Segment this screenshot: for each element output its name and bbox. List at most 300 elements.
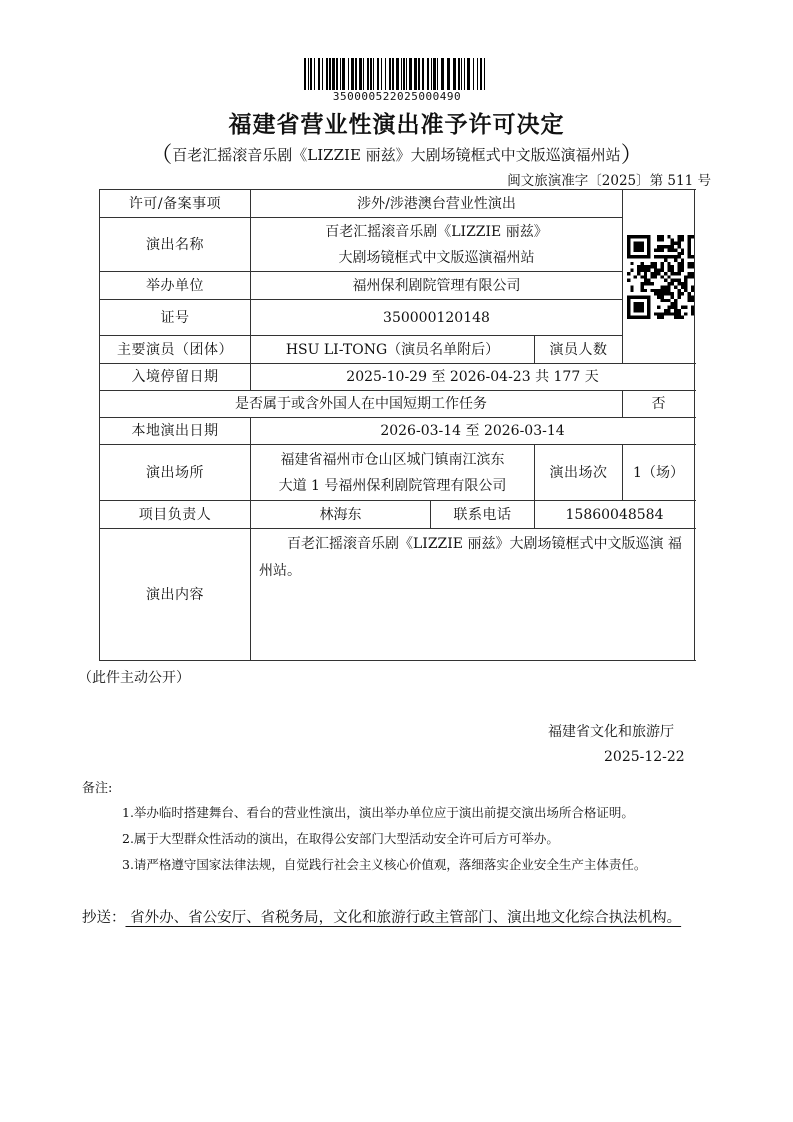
qr-module (667, 308, 670, 311)
qr-module (627, 308, 630, 311)
qr-module (627, 278, 630, 281)
qr-module (687, 275, 690, 278)
document-number: 闽文旅演准字〔2025〕第 511 号 (507, 173, 711, 189)
qr-module (640, 282, 643, 285)
qr-module (647, 315, 650, 318)
qr-module (681, 292, 684, 295)
qr-module (677, 308, 680, 311)
qr-module (674, 278, 677, 281)
qr-module (647, 268, 650, 271)
qr-module (667, 298, 670, 301)
qr-module (671, 312, 674, 315)
qr-module (640, 245, 643, 248)
qr-module (681, 238, 684, 241)
qr-module (674, 255, 677, 258)
qr-module (637, 248, 640, 251)
barcode-bar (418, 58, 420, 90)
qr-module (671, 265, 674, 268)
qr-module (634, 302, 637, 305)
sessions-label: 演出场次 (535, 445, 623, 501)
qr-module (687, 271, 690, 274)
qr-module (637, 308, 640, 311)
barcode-bar (484, 58, 485, 90)
barcode-bar (447, 58, 450, 90)
qr-module (671, 295, 674, 298)
barcode-number: 350000522025000490 (332, 90, 462, 103)
qr-module (640, 308, 643, 311)
qr-module (667, 305, 670, 308)
qr-module (644, 255, 647, 258)
qr-module (647, 308, 650, 311)
qr-module (647, 251, 650, 254)
qr-module (691, 305, 694, 308)
qr-module (661, 288, 664, 291)
qr-module (627, 271, 630, 274)
organizer-label: 举办单位 (100, 272, 251, 300)
qr-module (647, 312, 650, 315)
qr-module (687, 235, 690, 238)
qr-module (654, 312, 657, 315)
qr-module (677, 295, 680, 298)
qr-module (664, 255, 667, 258)
qr-module (630, 295, 633, 298)
performer-label: 主要演员（团体） (100, 336, 251, 364)
barcode-bar (304, 58, 306, 90)
qr-module (644, 288, 647, 291)
barcode-bar (467, 58, 470, 90)
qr-module (630, 268, 633, 271)
barcode-bar (363, 58, 364, 90)
qr-module (637, 315, 640, 318)
qr-module (644, 268, 647, 271)
barcode-bar (351, 58, 354, 90)
manager-label: 项目负责人 (100, 501, 251, 529)
qr-code (627, 235, 695, 319)
barcode-bar (427, 58, 429, 90)
issue-date: 2025-12-22 (604, 749, 685, 765)
qr-module (627, 305, 630, 308)
cert-value: 350000120148 (251, 300, 623, 336)
qr-module (667, 245, 670, 248)
qr-module (640, 248, 643, 251)
qr-module (681, 261, 684, 264)
qr-module (640, 261, 643, 264)
qr-module (657, 315, 660, 318)
barcode-bar (381, 58, 382, 90)
barcode-bar (359, 58, 362, 90)
content-value (251, 529, 695, 661)
permit-table (99, 189, 695, 661)
qr-module (661, 292, 664, 295)
barcode-bar (322, 58, 323, 90)
qr-module (661, 275, 664, 278)
sessions-value: 1（场） (623, 445, 695, 501)
qr-module (691, 265, 694, 268)
barcode-bar (480, 58, 482, 90)
qr-module (634, 241, 637, 244)
qr-module (661, 295, 664, 298)
venue-value (251, 445, 535, 501)
qr-module (691, 275, 694, 278)
barcode-bar (401, 58, 402, 90)
qr-module (654, 255, 657, 258)
barcode-bar (414, 58, 417, 90)
qr-module (681, 268, 684, 271)
cc-block (82, 906, 716, 930)
barcode-bar (332, 58, 335, 90)
barcode-bar (326, 58, 328, 90)
qr-module (687, 238, 690, 241)
qr-module (647, 255, 650, 258)
document-subtitle (0, 138, 793, 169)
barcode-bar (329, 58, 331, 90)
qr-module (647, 241, 650, 244)
qr-module (627, 295, 630, 298)
qr-module (661, 315, 664, 318)
qr-module (644, 275, 647, 278)
performer-value: HSU LI-TONG（演员名单附后） (251, 336, 535, 364)
qr-module (651, 265, 654, 268)
license-item-value: 涉外/涉港澳台营业性演出 (251, 190, 623, 218)
subtitle-text: 百老汇摇滚音乐剧《LIZZIE 丽兹》大剧场镜框式中文版巡演福州站 (172, 146, 621, 164)
qr-module (677, 261, 680, 264)
qr-module (637, 268, 640, 271)
barcode-bar (437, 58, 438, 90)
barcode-bar (342, 58, 345, 90)
qr-module (627, 238, 630, 241)
qr-module (640, 255, 643, 258)
qr-module (681, 248, 684, 251)
qr-module (661, 265, 664, 268)
qr-module (640, 268, 643, 271)
qr-module (674, 305, 677, 308)
qr-module (671, 305, 674, 308)
qr-module (647, 298, 650, 301)
qr-module (677, 255, 680, 258)
barcode-bar (377, 58, 379, 90)
foreign-work-value: 否 (623, 391, 695, 418)
qr-module (647, 305, 650, 308)
barcode-bar (403, 58, 405, 90)
qr-module (640, 305, 643, 308)
qr-module (667, 268, 670, 271)
qr-module (681, 265, 684, 268)
qr-module (657, 245, 660, 248)
qr-module (634, 248, 637, 251)
qr-module (687, 298, 690, 301)
qr-module (644, 265, 647, 268)
qr-module (674, 248, 677, 251)
qr-module (677, 251, 680, 254)
qr-module (677, 271, 680, 274)
qr-module (687, 255, 690, 258)
local-date-value: 2026-03-14 至 2026-03-14 (251, 418, 695, 445)
barcode-bar (461, 58, 462, 90)
subtitle-open-paren: （ (150, 143, 173, 168)
qr-module (634, 255, 637, 258)
barcode-bar (392, 58, 394, 90)
qr-module (691, 255, 694, 258)
qr-module (681, 258, 684, 261)
qr-module (630, 285, 633, 288)
cc-label: 抄送： (82, 910, 126, 926)
qr-module (671, 282, 674, 285)
qr-module (677, 235, 680, 238)
qr-module (627, 255, 630, 258)
qr-module (651, 271, 654, 274)
qr-module (654, 248, 657, 251)
qr-code-cell (623, 190, 695, 364)
qr-module (664, 245, 667, 248)
qr-module (684, 288, 687, 291)
qr-module (630, 235, 633, 238)
qr-module (654, 261, 657, 264)
qr-module (657, 268, 660, 271)
qr-module (654, 265, 657, 268)
qr-module (627, 241, 630, 244)
qr-module (661, 248, 664, 251)
qr-module (667, 265, 670, 268)
qr-module (627, 235, 630, 238)
qr-module (671, 248, 674, 251)
qr-module (671, 271, 674, 274)
qr-module (667, 292, 670, 295)
qr-module (664, 298, 667, 301)
barcode-bar (477, 58, 478, 90)
qr-module (640, 285, 643, 288)
qr-module (671, 278, 674, 281)
qr-module (687, 245, 690, 248)
qr-module (691, 261, 694, 264)
qr-module (634, 308, 637, 311)
barcode-bar (314, 58, 315, 90)
note-item: 1.举办临时搭建舞台、看台的营业性演出，演出举办单位应于演出前提交演出场所合格证明。 (122, 805, 634, 820)
qr-module (667, 285, 670, 288)
qr-module (654, 275, 657, 278)
qr-module (634, 315, 637, 318)
qr-module (664, 308, 667, 311)
issuer: 福建省文化和旅游厅 (548, 724, 674, 740)
barcode-bar (336, 58, 338, 90)
qr-module (634, 235, 637, 238)
qr-module (640, 288, 643, 291)
qr-module (657, 292, 660, 295)
qr-module (661, 261, 664, 264)
qr-module (637, 245, 640, 248)
barcode-bar (310, 58, 312, 90)
qr-module (657, 312, 660, 315)
qr-module (691, 285, 694, 288)
qr-module (644, 315, 647, 318)
qr-module (637, 271, 640, 274)
barcode-bar (409, 58, 412, 90)
qr-module (674, 312, 677, 315)
qr-module (640, 275, 643, 278)
qr-module (647, 245, 650, 248)
qr-module (634, 295, 637, 298)
qr-module (691, 312, 694, 315)
qr-module (627, 248, 630, 251)
barcode-bar (464, 58, 465, 90)
qr-module (667, 282, 670, 285)
qr-module (637, 265, 640, 268)
qr-module (637, 295, 640, 298)
qr-module (677, 315, 680, 318)
qr-module (681, 315, 684, 318)
qr-module (637, 235, 640, 238)
venue-line2: 大道 1 号福州保利剧院管理有限公司 (278, 477, 507, 494)
stay-label: 入境停留日期 (100, 364, 251, 391)
qr-module (667, 275, 670, 278)
qr-module (657, 255, 660, 258)
qr-module (684, 305, 687, 308)
qr-module (691, 288, 694, 291)
qr-module (640, 302, 643, 305)
qr-module (687, 292, 690, 295)
barcode (304, 58, 490, 90)
qr-module (657, 235, 660, 238)
qr-module (674, 285, 677, 288)
qr-module (627, 245, 630, 248)
qr-module (640, 265, 643, 268)
local-date-label: 本地演出日期 (100, 418, 251, 445)
venue-line1: 福建省福州市仓山区城门镇南江滨东 (280, 451, 505, 468)
qr-module (647, 238, 650, 241)
qr-module (644, 295, 647, 298)
license-item-label: 许可/备案事项 (100, 190, 251, 218)
qr-module (677, 288, 680, 291)
barcode-bar (340, 58, 341, 90)
qr-module (640, 235, 643, 238)
document-title: 福建省营业性演出准予许可决定 (228, 112, 565, 138)
qr-module (640, 315, 643, 318)
qr-module (671, 241, 674, 244)
show-name-line2: 大剧场镜框式中文版巡演福州站 (338, 249, 535, 266)
qr-module (681, 251, 684, 254)
qr-module (677, 282, 680, 285)
content-text: 百老汇摇滚音乐剧《LIZZIE 丽兹》大剧场镜框式中文版巡演 福州站。 (259, 536, 682, 579)
subtitle-close-paren: ） (620, 143, 643, 168)
qr-module (677, 241, 680, 244)
qr-module (644, 271, 647, 274)
qr-module (657, 295, 660, 298)
qr-module (647, 282, 650, 285)
qr-module (644, 235, 647, 238)
qr-module (667, 255, 670, 258)
barcode-bar (348, 58, 349, 90)
qr-module (630, 261, 633, 264)
barcode-bar (473, 58, 474, 90)
qr-module (671, 238, 674, 241)
qr-module (674, 241, 677, 244)
stay-value: 2025-10-29 至 2026-04-23 共 177 天 (251, 364, 695, 391)
qr-module (637, 241, 640, 244)
qr-module (674, 302, 677, 305)
qr-module (651, 275, 654, 278)
qr-module (687, 295, 690, 298)
show-name-value (251, 218, 623, 272)
qr-module (677, 245, 680, 248)
qr-module (654, 268, 657, 271)
show-name-line1: 百老汇摇滚音乐剧《LIZZIE 丽兹》 (325, 223, 548, 240)
qr-module (627, 312, 630, 315)
barcode-bar (458, 58, 460, 90)
phone-label: 联系电话 (431, 501, 535, 529)
qr-module (630, 315, 633, 318)
qr-module (657, 238, 660, 241)
qr-module (647, 248, 650, 251)
manager-value: 林海东 (251, 501, 431, 529)
qr-module (674, 271, 677, 274)
qr-module (661, 285, 664, 288)
notes-title: 备注: (82, 781, 113, 796)
qr-module (671, 292, 674, 295)
qr-module (640, 241, 643, 244)
barcode-bar (308, 58, 309, 90)
qr-module (671, 268, 674, 271)
phone-value: 15860048584 (535, 501, 695, 529)
public-note: （此件主动公开） (78, 670, 190, 686)
qr-module (681, 305, 684, 308)
qr-module (677, 292, 680, 295)
qr-module (647, 302, 650, 305)
qr-module (674, 298, 677, 301)
qr-module (661, 255, 664, 258)
barcode-bar (355, 58, 357, 90)
qr-module (677, 278, 680, 281)
qr-module (657, 305, 660, 308)
barcode-bar (406, 58, 407, 90)
qr-module (661, 298, 664, 301)
barcode-bar (431, 58, 432, 90)
qr-module (630, 288, 633, 291)
qr-module (627, 251, 630, 254)
barcode-bar (318, 58, 320, 90)
qr-module (640, 295, 643, 298)
qr-module (664, 312, 667, 315)
qr-module (657, 271, 660, 274)
qr-module (654, 288, 657, 291)
qr-module (664, 278, 667, 281)
qr-module (637, 302, 640, 305)
foreign-work-label: 是否属于或含外国人在中国短期工作任务 (100, 391, 623, 418)
qr-module (647, 295, 650, 298)
barcode-bar (433, 58, 436, 90)
barcode-bar (370, 58, 372, 90)
qr-module (674, 315, 677, 318)
qr-module (684, 278, 687, 281)
barcode-bar (453, 58, 456, 90)
qr-module (647, 235, 650, 238)
qr-module (661, 238, 664, 241)
qr-module (687, 248, 690, 251)
qr-module (684, 285, 687, 288)
qr-module (664, 271, 667, 274)
qr-module (671, 302, 674, 305)
qr-module (671, 245, 674, 248)
qr-module (647, 265, 650, 268)
organizer-value: 福州保利剧院管理有限公司 (251, 272, 623, 300)
qr-module (684, 275, 687, 278)
qr-module (691, 271, 694, 274)
qr-module (630, 255, 633, 258)
cc-text: 省外办、省公安厅、省税务局，文化和旅游行政主管部门、演出地文化综合执法机构。 (125, 910, 682, 926)
qr-module (691, 295, 694, 298)
qr-module (654, 271, 657, 274)
barcode-bar (385, 58, 386, 90)
qr-module (674, 308, 677, 311)
qr-module (687, 265, 690, 268)
